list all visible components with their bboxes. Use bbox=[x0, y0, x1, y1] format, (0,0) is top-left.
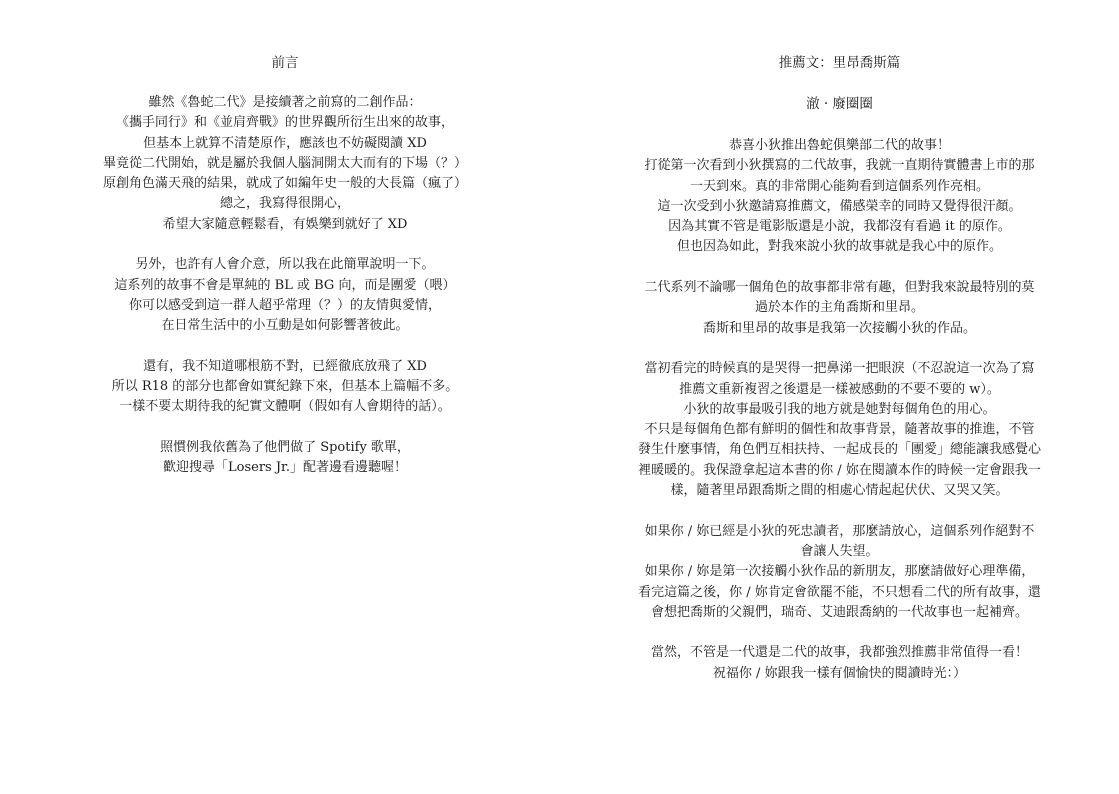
text-line: 裡暖暖的。我保證拿起這本書的你 / 妳在閱讀本作的時候一定會跟我一 bbox=[638, 462, 1041, 478]
text-line: 二代系列不論哪一個角色的故事都非常有趣，但對我來說最特別的莫 bbox=[644, 280, 1035, 296]
text-line: 一樣不要太期待我的紀實文體啊（假如有人會期待的話）。 bbox=[119, 399, 451, 415]
text-line: 會想把喬斯的父親們，瑞奇、艾迪跟喬納的一代故事也一起補齊。 bbox=[650, 604, 1028, 620]
paragraph bbox=[612, 278, 1067, 339]
text-line: 恭喜小狄推出魯蛇俱樂部二代的故事！ bbox=[728, 138, 950, 153]
preface-title: 前言 bbox=[271, 55, 299, 71]
text-line: 不只是每個角色都有鮮明的個性和故事背景，隨著故事的推進，不管 bbox=[644, 422, 1035, 438]
paragraph bbox=[60, 255, 510, 336]
paragraph bbox=[612, 359, 1067, 501]
text-line: 過於本作的主角喬斯和里昂。 bbox=[754, 300, 924, 316]
text-line: 如果你 / 妳已經是小狄的死忠讀者，那麼請放心，這個系列作絕對不 bbox=[644, 523, 1035, 539]
text-line: 如果你 / 妳是第一次接觸小狄作品的新朋友，那麼請做好心理準備， bbox=[644, 564, 1035, 580]
preface-body bbox=[60, 93, 510, 499]
text-line: 推薦文重新複習之後還是一樣被感動的不要不要的 w）。 bbox=[679, 381, 1000, 397]
text-line: 打從第一次看到小狄撰寫的二代故事，我就一直期待實體書上市的那 bbox=[644, 158, 1035, 174]
text-line: 當初看完的時候真的是哭得一把鼻涕一把眼淚（不忍說這一次為了寫 bbox=[644, 361, 1035, 377]
text-line: 小狄的故事最吸引我的地方就是她對每個角色的用心。 bbox=[683, 401, 996, 417]
text-line: 但也因為如此，對我來說小狄的故事就是我心中的原作。 bbox=[676, 239, 1002, 255]
text-line: 看完這篇之後，你 / 妳肯定會欲罷不能，不只想看二代的所有故事，還 bbox=[638, 584, 1041, 600]
paragraph bbox=[612, 136, 1067, 258]
text-line: 這系列的故事不會是單純的 BL 或 BG 向，而是團愛（喂） bbox=[114, 277, 456, 293]
paragraph bbox=[60, 357, 510, 418]
recommendation-body bbox=[612, 136, 1067, 704]
text-line: 發生什麼事情，角色們互相扶持、一起成長的「團愛」總能讓我感覺心 bbox=[637, 442, 1041, 458]
text-line: 在日常生活中的小互動是如何影響著彼此。 bbox=[161, 318, 409, 334]
text-line: 喬斯和里昂的故事是我第一次接觸小狄的作品。 bbox=[702, 320, 976, 336]
text-line: 但基本上就算不清楚原作，應該也不妨礙閱讀 XD bbox=[143, 135, 427, 151]
text-line: 會讓人失望。 bbox=[800, 543, 879, 559]
text-line: 畢竟從二代開始，就是屬於我個人腦洞開太大而有的下場（？） bbox=[102, 155, 467, 171]
text-line: 一天到來。真的非常開心能夠看到這個系列作亮相。 bbox=[689, 178, 989, 194]
paragraph bbox=[612, 643, 1067, 684]
paragraph bbox=[612, 522, 1067, 623]
text-line: 《攜手同行》和《並肩齊戰》的世界觀所衍生出來的故事， bbox=[115, 115, 454, 131]
recommendation-title: 推薦文：里昂喬斯篇 bbox=[778, 55, 901, 71]
right-page bbox=[612, 0, 1067, 794]
text-line: 這一次受到小狄邀請寫推薦文，備感榮幸的同時又覺得很汗顏。 bbox=[657, 198, 1022, 214]
text-line: 祝福你 / 妳跟我一樣有個愉快的閱讀時光：） bbox=[712, 665, 967, 681]
text-line: 原創角色滿天飛的結果，就成了如編年史一般的大長篇（瘋了） bbox=[102, 176, 467, 192]
text-line: 總之，我寫得很開心， bbox=[219, 196, 350, 212]
text-line: 樣，隨著里昂跟喬斯之間的相處心情起起伏伏、又哭又笑。 bbox=[670, 483, 1009, 499]
left-page bbox=[60, 0, 510, 794]
text-line: 當然，不管是一代還是二代的故事，我都強烈推薦非常值得一看！ bbox=[650, 645, 1028, 661]
text-line: 照慣例我依舊為了他們做了 Spotify 歌單， bbox=[160, 440, 410, 456]
text-line: 因為其實不管是電影版還是小說，我都沒有看過 it 的原作。 bbox=[668, 219, 1011, 235]
text-line: 歡迎搜尋「Losers Jr.」配著邊看邊聽喔！ bbox=[163, 460, 407, 476]
recommendation-author: 澈 · 廢圈圈 bbox=[806, 96, 873, 112]
text-line: 雖然《魯蛇二代》是接續著之前寫的二創作品： bbox=[148, 95, 422, 110]
paragraph bbox=[60, 438, 510, 479]
text-line: 希望大家隨意輕鬆看，有娛樂到就好了 XD bbox=[162, 216, 408, 232]
text-line: 所以 R18 的部分也都會如實紀錄下來，但基本上篇幅不多。 bbox=[111, 379, 459, 395]
paragraph bbox=[60, 93, 510, 235]
text-line: 另外，也許有人會介意，所以我在此簡單說明一下。 bbox=[135, 257, 435, 273]
text-line: 還有，我不知道哪根筋不對，已經徹底放飛了 XD bbox=[143, 358, 427, 374]
text-line: 你可以感受到這一群人超乎常理（？）的友情與愛情， bbox=[128, 297, 441, 313]
